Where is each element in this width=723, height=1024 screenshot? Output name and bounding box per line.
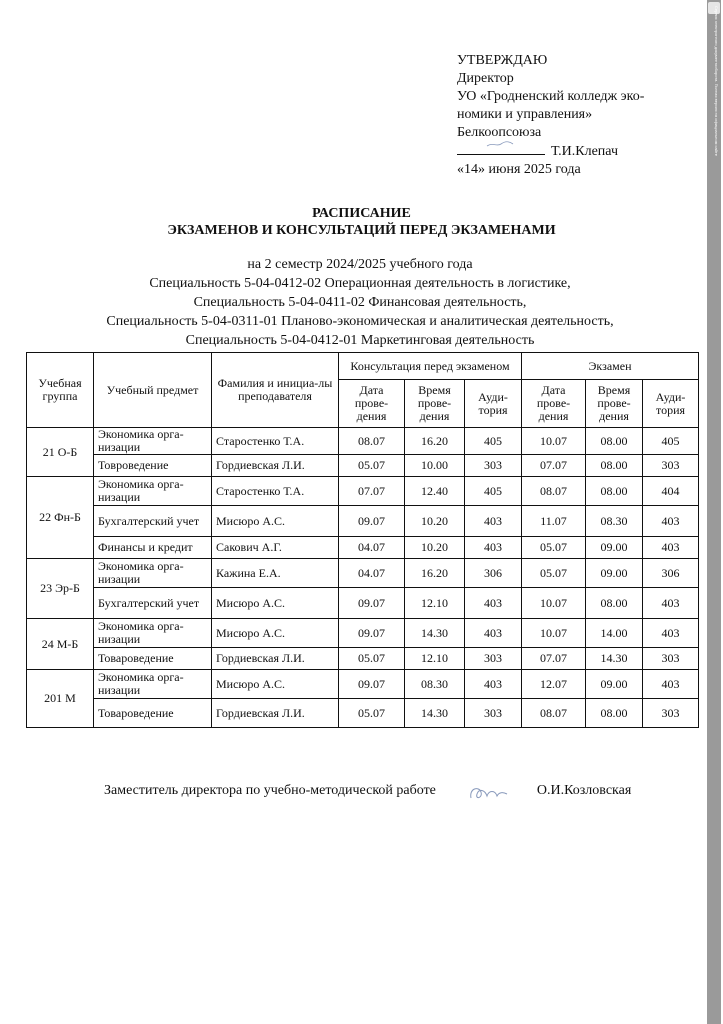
header-consultation: Консультация перед экзаменом <box>339 353 522 380</box>
table-row <box>27 588 699 619</box>
cell-teacher: Мисюро А.С. <box>212 588 339 619</box>
cell-consult-time: 14.30 <box>405 699 465 728</box>
cell-consult-date: 05.07 <box>339 455 405 477</box>
title-line2: ЭКЗАМЕНОВ И КОНСУЛЬТАЦИЙ ПЕРЕД ЭКЗАМЕНАМИ <box>167 223 556 238</box>
approval-org-line3: Белкоопсоюза <box>457 125 542 140</box>
header-consult-date: Дата прове-дения <box>339 380 405 428</box>
cell-exam-room: 404 <box>643 477 699 506</box>
header-exam: Экзамен <box>522 353 699 380</box>
cell-teacher: Гордиевская Л.И. <box>212 648 339 670</box>
cell-consult-time: 12.10 <box>405 648 465 670</box>
cell-exam-time: 14.30 <box>586 648 643 670</box>
cell-consult-room: 405 <box>465 477 522 506</box>
cell-exam-room: 303 <box>643 455 699 477</box>
signature-line <box>457 142 545 155</box>
table-row <box>27 619 699 648</box>
subtitle-specialty-3: Специальность 5-04-0311-01 Планово-экономическая и аналитическая деятельность, <box>106 314 614 329</box>
cell-exam-time: 08.00 <box>586 588 643 619</box>
cell-exam-time: 08.30 <box>586 506 643 537</box>
cell-consult-date: 09.07 <box>339 588 405 619</box>
cell-subject: Товароведение <box>94 648 212 670</box>
cell-exam-room: 403 <box>643 670 699 699</box>
cell-teacher: Старостенко Т.А. <box>212 477 339 506</box>
cell-exam-room: 405 <box>643 428 699 455</box>
approval-block <box>457 52 657 179</box>
cell-consult-date: 07.07 <box>339 477 405 506</box>
cell-exam-time: 08.00 <box>586 477 643 506</box>
approval-position: Директор <box>457 71 514 86</box>
cell-exam-room: 303 <box>643 648 699 670</box>
table-row <box>27 648 699 670</box>
cell-consult-room: 403 <box>465 588 522 619</box>
footer-name: О.И.Козловская <box>536 783 632 799</box>
cell-exam-time: 08.00 <box>586 455 643 477</box>
cell-exam-date: 12.07 <box>522 670 586 699</box>
cell-consult-date: 09.07 <box>339 619 405 648</box>
header-group: Учебная группа <box>27 353 94 428</box>
cell-consult-date: 08.07 <box>339 428 405 455</box>
footer-position: Заместитель директора по учебно-методической работе <box>104 783 436 799</box>
cell-teacher: Гордиевская Л.И. <box>212 699 339 728</box>
cell-consult-room: 303 <box>465 648 522 670</box>
footer-signature-mark <box>465 782 515 800</box>
subtitle-specialty-4: Специальность 5-04-0412-01 Маркетинговая деятельность <box>185 333 535 348</box>
cell-exam-date: 07.07 <box>522 455 586 477</box>
title-line1: РАСПИСАНИЕ <box>312 206 411 221</box>
cell-group: 201 М <box>27 670 94 728</box>
cell-exam-date: 05.07 <box>522 537 586 559</box>
header-teacher: Фамилия и инициа-лы преподавателя <box>212 353 339 428</box>
cell-teacher: Мисюро А.С. <box>212 506 339 537</box>
side-banner <box>703 0 723 1024</box>
subtitle-specialty-1: Специальность 5-04-0412-02 Операционная деятельность в логистике, <box>149 276 571 291</box>
table-row <box>27 506 699 537</box>
table-row <box>27 559 699 588</box>
header-exam-date: Дата прове-дения <box>522 380 586 428</box>
cell-consult-time: 10.00 <box>405 455 465 477</box>
cell-exam-date: 08.07 <box>522 699 586 728</box>
cell-teacher: Мисюро А.С. <box>212 670 339 699</box>
header-consult-room: Ауди-тория <box>465 380 522 428</box>
cell-exam-date: 10.07 <box>522 428 586 455</box>
cell-exam-time: 14.00 <box>586 619 643 648</box>
cell-consult-date: 09.07 <box>339 506 405 537</box>
cell-group: 23 Эр-Б <box>27 559 94 619</box>
cell-exam-time: 09.00 <box>586 670 643 699</box>
cell-consult-time: 08.30 <box>405 670 465 699</box>
signature-mark <box>485 138 515 150</box>
cell-exam-time: 09.00 <box>586 559 643 588</box>
cell-consult-time: 16.20 <box>405 428 465 455</box>
cell-exam-date: 10.07 <box>522 588 586 619</box>
side-banner-text: Сервис электронного документооборота. Полная версия на официальном сайте <box>714 6 719 156</box>
cell-exam-date: 11.07 <box>522 506 586 537</box>
cell-exam-date: 10.07 <box>522 619 586 648</box>
subtitle-specialty-2: Специальность 5-04-0411-02 Финансовая деятельность, <box>193 295 527 310</box>
table-row <box>27 428 699 455</box>
cell-group: 24 М-Б <box>27 619 94 670</box>
cell-consult-time: 12.40 <box>405 477 465 506</box>
cell-group: 21 О-Б <box>27 428 94 477</box>
table-row <box>27 670 699 699</box>
cell-subject: Бухгалтерский учет <box>94 588 212 619</box>
cell-consult-room: 405 <box>465 428 522 455</box>
cell-exam-room: 403 <box>643 588 699 619</box>
table-row <box>27 477 699 506</box>
cell-consult-room: 403 <box>465 670 522 699</box>
cell-exam-time: 08.00 <box>586 699 643 728</box>
cell-subject: Бухгалтерский учет <box>94 506 212 537</box>
cell-consult-time: 16.20 <box>405 559 465 588</box>
document-title <box>0 205 723 239</box>
cell-exam-room: 403 <box>643 537 699 559</box>
cell-consult-room: 306 <box>465 559 522 588</box>
cell-consult-time: 14.30 <box>405 619 465 648</box>
cell-exam-room: 403 <box>643 506 699 537</box>
cell-subject: Товароведение <box>94 699 212 728</box>
table-row <box>27 537 699 559</box>
cell-exam-room: 403 <box>643 619 699 648</box>
cell-consult-room: 303 <box>465 699 522 728</box>
approval-signature-row <box>457 142 657 161</box>
cell-subject: Товроведение <box>94 455 212 477</box>
table-row <box>27 455 699 477</box>
cell-subject: Экономика орга-низации <box>94 559 212 588</box>
header-exam-room: Ауди-тория <box>643 380 699 428</box>
cell-teacher: Сакович А.Г. <box>212 537 339 559</box>
approval-heading: УТВЕРЖДАЮ <box>457 53 548 68</box>
cell-consult-time: 10.20 <box>405 537 465 559</box>
cell-consult-date: 04.07 <box>339 559 405 588</box>
cell-exam-date: 07.07 <box>522 648 586 670</box>
document-subtitle <box>80 255 640 350</box>
cell-exam-time: 08.00 <box>586 428 643 455</box>
header-subject: Учебный предмет <box>94 353 212 428</box>
cell-teacher: Гордиевская Л.И. <box>212 455 339 477</box>
cell-subject: Финансы и кредит <box>94 537 212 559</box>
approval-org-line2: номики и управления» <box>457 107 593 122</box>
approval-signer: Т.И.Клепач <box>551 144 618 159</box>
cell-consult-date: 05.07 <box>339 699 405 728</box>
cell-teacher: Кажина Е.А. <box>212 559 339 588</box>
schedule-table <box>26 352 699 728</box>
cell-consult-room: 403 <box>465 537 522 559</box>
cell-subject: Экономика орга-низации <box>94 428 212 455</box>
cell-consult-room: 403 <box>465 619 522 648</box>
approval-date: «14» июня 2025 года <box>457 162 581 177</box>
table-row <box>27 699 699 728</box>
subtitle-semester: на 2 семестр 2024/2025 учебного года <box>247 257 473 272</box>
cell-exam-room: 306 <box>643 559 699 588</box>
cell-consult-time: 12.10 <box>405 588 465 619</box>
cell-consult-date: 05.07 <box>339 648 405 670</box>
cell-exam-room: 303 <box>643 699 699 728</box>
cell-consult-time: 10.20 <box>405 506 465 537</box>
cell-subject: Экономика орга-низации <box>94 619 212 648</box>
cell-subject: Экономика орга-низации <box>94 477 212 506</box>
cell-consult-date: 09.07 <box>339 670 405 699</box>
footer-signature <box>104 782 631 800</box>
cell-exam-date: 08.07 <box>522 477 586 506</box>
cell-subject: Экономика орга-низации <box>94 670 212 699</box>
cell-teacher: Старостенко Т.А. <box>212 428 339 455</box>
header-exam-time: Время прове-дения <box>586 380 643 428</box>
cell-group: 22 Фн-Б <box>27 477 94 559</box>
approval-org-line1: УО «Гродненский колледж эко- <box>457 89 645 104</box>
cell-consult-room: 403 <box>465 506 522 537</box>
schedule-body <box>27 428 699 728</box>
header-consult-time: Время прове-дения <box>405 380 465 428</box>
cell-consult-date: 04.07 <box>339 537 405 559</box>
cell-teacher: Мисюро А.С. <box>212 619 339 648</box>
cell-exam-date: 05.07 <box>522 559 586 588</box>
cell-consult-room: 303 <box>465 455 522 477</box>
cell-exam-time: 09.00 <box>586 537 643 559</box>
